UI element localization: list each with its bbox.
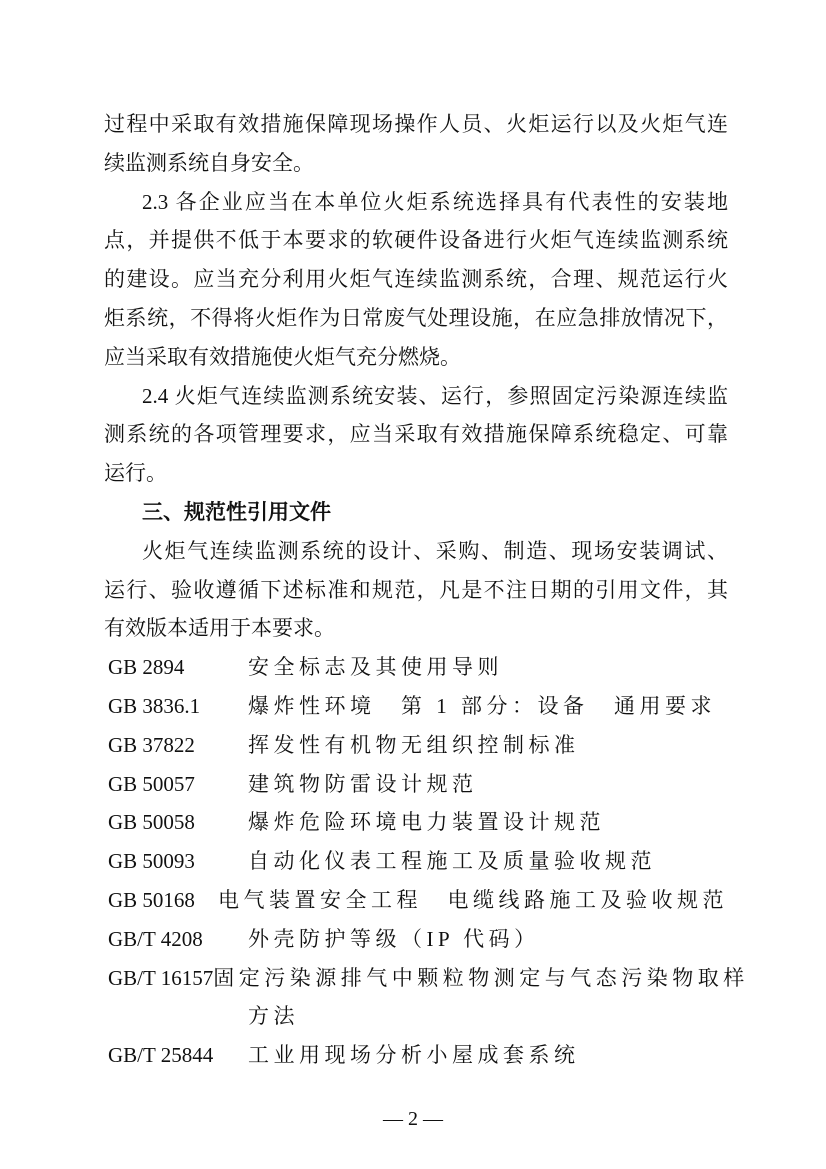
reference-title: 建筑物防雷设计规范 bbox=[248, 771, 478, 796]
paragraph-2-4 bbox=[104, 377, 728, 493]
reference-code: GB 50058 bbox=[108, 810, 195, 835]
reference-title: 固定污染源排气中颗粒物测定与气态污染物取样 bbox=[213, 965, 749, 990]
reference-item bbox=[104, 648, 728, 687]
reference-title-continued: 方法 bbox=[248, 1004, 299, 1029]
paragraph-line: 火炬气连续监测系统的设计、采购、制造、现场安装调试、 bbox=[142, 538, 728, 563]
paragraph-line: 运行。 bbox=[104, 461, 167, 486]
reference-code-spacer bbox=[104, 997, 248, 1036]
paragraph-line: 续监测系统自身安全。 bbox=[104, 150, 314, 175]
reference-title: 外壳防护等级（IP 代码） bbox=[248, 926, 540, 951]
reference-item bbox=[104, 881, 728, 920]
intro-paragraph bbox=[104, 532, 728, 648]
reference-title: 爆炸危险环境电力装置设计规范 bbox=[248, 810, 605, 835]
reference-title: 电气装置安全工程 电缆线路施工及验收规范 bbox=[218, 887, 728, 912]
paragraph-line: 测系统的各项管理要求，应当采取有效措施保障系统稳定、可靠 bbox=[104, 422, 728, 447]
paragraph-line: 运行、验收遵循下述标准和规范，凡是不注日期的引用文件，其 bbox=[104, 577, 728, 602]
reference-item bbox=[104, 1036, 728, 1075]
reference-item bbox=[104, 687, 728, 726]
reference-item bbox=[104, 765, 728, 804]
paragraph-2-3 bbox=[104, 183, 728, 377]
paragraph-line: 2.3 各企业应当在本单位火炬系统选择具有代表性的安装地 bbox=[142, 189, 728, 214]
reference-code: GB/T 25844 bbox=[108, 1043, 214, 1068]
reference-item bbox=[104, 842, 728, 881]
reference-code: GB/T 16157 bbox=[108, 965, 214, 990]
reference-code: GB 2894 bbox=[108, 655, 185, 680]
reference-list bbox=[104, 648, 749, 1075]
reference-item-continued bbox=[104, 997, 728, 1036]
reference-title: 安全标志及其使用导则 bbox=[248, 655, 503, 680]
reference-code: GB/T 4208 bbox=[108, 926, 203, 951]
reference-item bbox=[104, 803, 728, 842]
reference-item bbox=[104, 726, 728, 765]
reference-title: 挥发性有机物无组织控制标准 bbox=[248, 732, 580, 757]
reference-title: 工业用现场分析小屋成套系统 bbox=[248, 1043, 580, 1068]
paragraph-line: 应当采取有效措施使火炬气充分燃烧。 bbox=[104, 344, 461, 369]
reference-code: GB 3836.1 bbox=[108, 693, 201, 718]
section-heading: 三、规范性引用文件 bbox=[142, 499, 331, 524]
paragraph-line: 点，并提供不低于本要求的软硬件设备进行火炬气连续监测系统 bbox=[104, 228, 728, 253]
reference-title: 自动化仪表工程施工及质量验收规范 bbox=[248, 849, 656, 874]
reference-code: GB 37822 bbox=[108, 732, 195, 757]
paragraph-cont bbox=[104, 105, 728, 183]
reference-code: GB 50168 bbox=[108, 887, 195, 912]
reference-title: 爆炸性环境 第 1 部分：设备 通用要求 bbox=[248, 693, 716, 718]
paragraph-line: 有效版本适用于本要求。 bbox=[104, 616, 335, 641]
reference-code: GB 50093 bbox=[108, 849, 195, 874]
reference-code: GB 50057 bbox=[108, 771, 195, 796]
reference-item bbox=[104, 959, 749, 998]
reference-item bbox=[104, 920, 728, 959]
page-number: — 2 — bbox=[383, 1108, 443, 1130]
paragraph-line: 炬系统，不得将火炬作为日常废气处理设施，在应急排放情况下， bbox=[104, 305, 728, 330]
paragraph-line: 的建设。应当充分利用火炬气连续监测系统，合理、规范运行火 bbox=[104, 267, 728, 292]
paragraph-line: 过程中采取有效措施保障现场操作人员、火炬运行以及火炬气连 bbox=[104, 112, 728, 136]
paragraph-line: 2.4 火炬气连续监测系统安装、运行，参照固定污染源连续监 bbox=[142, 383, 728, 408]
document-page bbox=[104, 105, 749, 1075]
